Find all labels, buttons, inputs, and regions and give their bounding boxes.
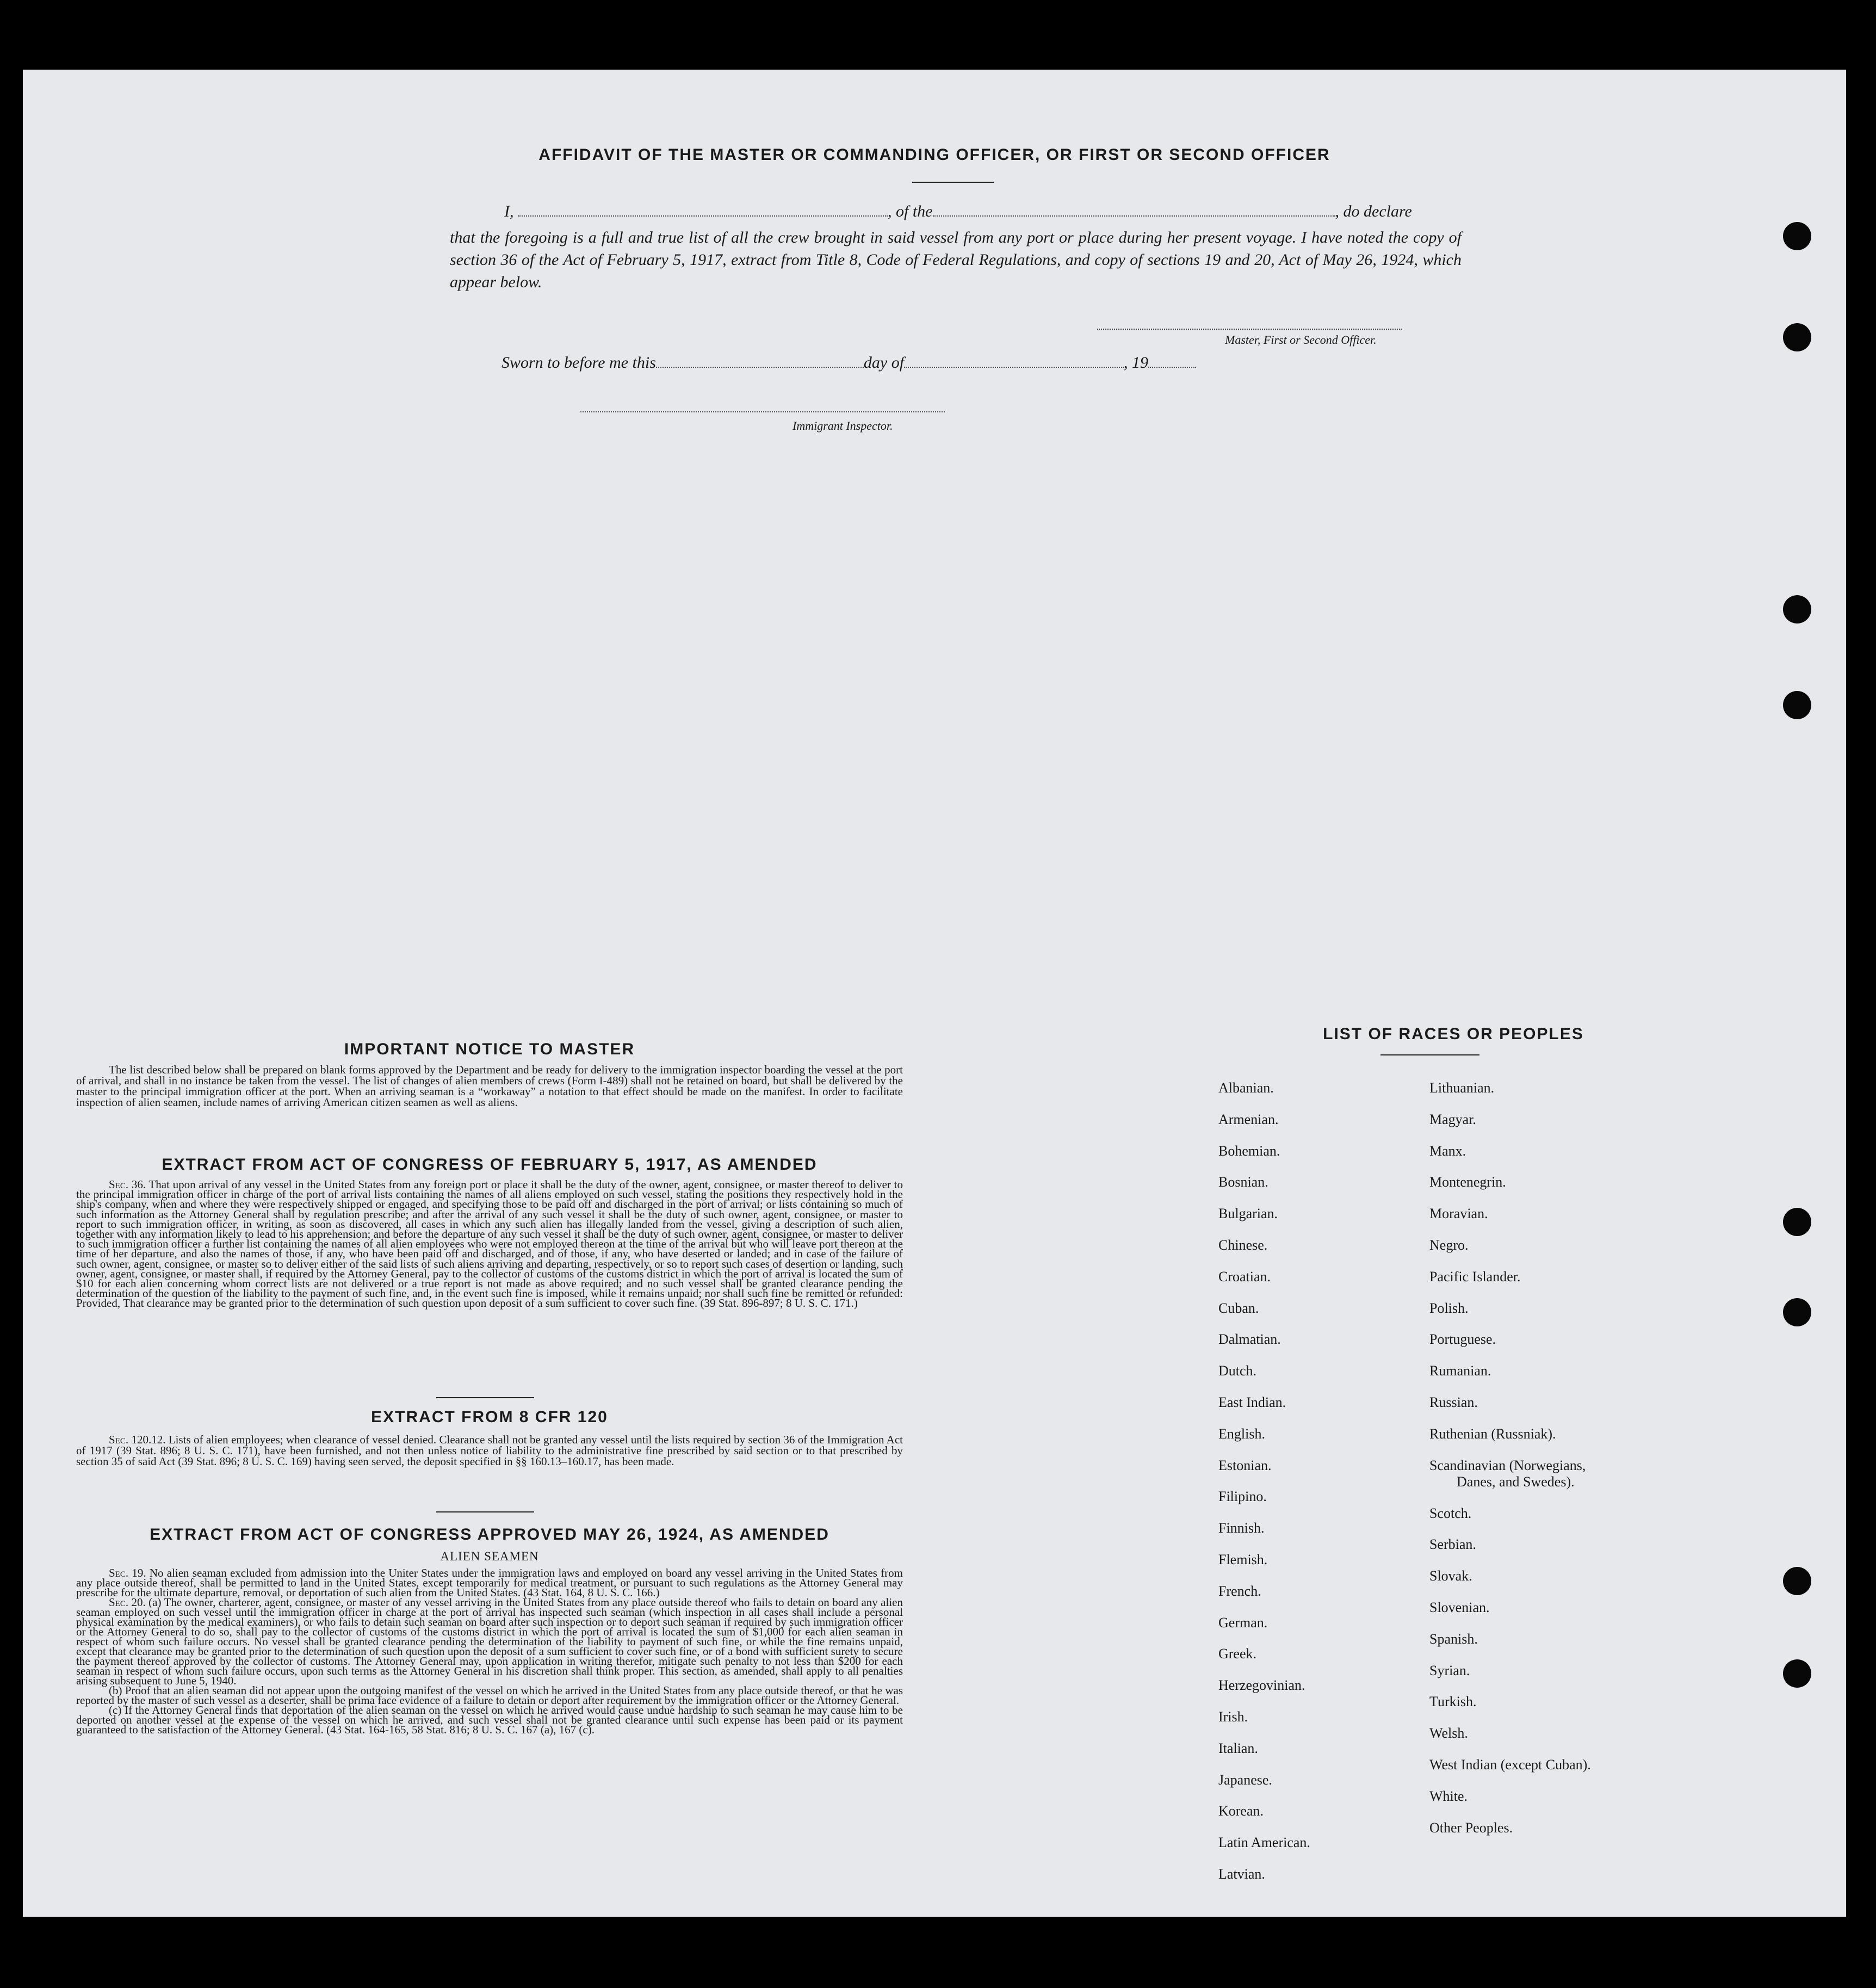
race-item: Scotch.	[1429, 1505, 1472, 1521]
name-blank	[518, 202, 888, 217]
race-item-line: Danes, and Swedes).	[1457, 1473, 1575, 1490]
affidavit-declaration-line	[504, 202, 1412, 221]
race-item: Russian.	[1429, 1394, 1478, 1410]
race-item-line: Scandinavian (Norwegians,	[1429, 1457, 1586, 1473]
section-19-body: No alien seaman excluded from admission into the Uniter States under the immigration laws and employed on board any vessel arriving in the United States from any place outside thereof, shall be permitted to land in the United States, except temporarily for medical treatment, or pursuant to such regulations as the Attorney General may prescribe for the ultimate departure, removal, or deportation of such alien from the United States. (43 Stat. 164, 8 U. S. C. 166.)	[76, 1566, 903, 1599]
race-item: Slovak.	[1429, 1568, 1472, 1584]
document-page	[23, 70, 1846, 1917]
race-item: Cuban.	[1218, 1300, 1259, 1316]
affidavit-body: that the foregoing is a full and true list of all the crew brought in said vessel from any port or place during her present voyage. I have noted the copy of section 36 of the Act of February 5, 1917, extract from Title 8, Code of Federal Regulations, and copy of sections 19 and 20, Act of May 26, 1924, which appear below.	[450, 229, 1462, 291]
race-item: Flemish.	[1218, 1551, 1268, 1567]
race-item: Latvian.	[1218, 1866, 1265, 1882]
race-item: East Indian.	[1218, 1394, 1286, 1410]
race-item: Magyar.	[1429, 1111, 1476, 1127]
extract-1917-text	[76, 1180, 903, 1308]
section-20-body: (a) The owner, charterer, agent, consignee, or master of any vessel arriving in the United States from any place outside thereof who fails to detain on board any alien seaman employed on such vessel until the immigration officer in charge at the port of arrival has inspected such seaman (which inspection in all cases shall include a personal physical examination by the medical examiners), or who fails to detain such seaman on board after such inspection or to deport such seaman if required by such immigration officer or the Attorney General to do so, shall pay to the collector of customs of the customs district in which the port of arrival is located the sum of $1,000 for each alien seaman in respect of whom such failure occurs. No vessel shall be granted clearance pending the determination of the liability to payment of such fine, or while the fine remains unpaid, except that clearance may be granted prior to the determination of such question upon the deposit of a sum sufficient to cover such fine, or of a bond with sufficient surety to secure the payment thereof approved by the collector of customs. The Attorney General may, upon application in writing therefor, mitigate such penalty to not less than $200 for each seaman in respect of whom such failure occurs, upon such terms as the Attorney General in his discretion shall think proper. This section, as amended, shall apply to all penalties arising subsequent to June 5, 1940.	[76, 1596, 903, 1687]
affidavit-of-the-label: , of the	[888, 202, 933, 220]
race-item: Pacific Islander.	[1429, 1268, 1521, 1285]
master-signature-line	[1097, 329, 1402, 330]
race-item: Moravian.	[1429, 1206, 1488, 1222]
section-20-label: Sec. 20.	[109, 1596, 146, 1609]
section-36-body: That upon arrival of any vessel in the United States from any foreign port or place it shall be the duty of the owner, agent, consignee, or master thereof to deliver to the principal immigration officer in charge of the port of arrival lists containing the names of all aliens employed on such vessel, stating the positions they respectively hold in the ship's company, when and where they were respectively shipped or engaged, and specifying those to be paid off and discharged in the port of arrival; or lists containing so much of such information as the Attorney General shall by regulation prescribe; and after the arrival of any such vessel it shall be the duty of such owner, agent, consignee, or master to report to such immigration officer, in writing, as soon as discovered, all cases in which any such alien has illegally landed from the vessel, giving a description of such alien, together with any information likely to lead to his apprehension; and before the departure of any such vessel it shall be the duty of such owner, agent, consignee, or master to deliver to such immigration officer a further list containing the names of all alien employees who were not employed thereon at the time of the arrival but who will leave port thereon at the time of her departure, and also the names of those, if any, who have been paid off and discharged, and of those, if any, who have deserted or landed; and in case of the failure of such owner, agent, consignee, or master so to deliver either of the said lists of such aliens arriving and departing, respectively, or so to report such cases of desertion or landing, such owner, agent, consignee, or master shall, if required by the Attorney General, pay to the collector of customs of the customs district in which the port of arrival is located the sum of $10 for each alien concerning whom correct lists are not delivered or a true report is not made as above required; and no such vessel shall be granted clearance pending the determination of the question of the liability to the payment of such fine, and, in the event such fine is imposed, while it remains unpaid; nor shall such fine be remitted or refunded: Provided, That clearance may be granted prior to the determination of such question upon deposit of a sum sufficient to cover such fine. (39 Stat. 896-897; 8 U. S. C. 171.)	[76, 1178, 903, 1310]
punch-hole	[1783, 222, 1811, 250]
race-item: Other Peoples.	[1429, 1819, 1513, 1836]
section-19-paragraph	[76, 1568, 903, 1597]
master-caption: Master, First or Second Officer.	[1225, 333, 1377, 347]
race-item: Korean.	[1218, 1803, 1264, 1819]
vessel-blank	[933, 202, 1335, 217]
race-item: Polish.	[1429, 1300, 1469, 1316]
notice-title: IMPORTANT NOTICE TO MASTER	[344, 1040, 635, 1058]
race-item: Latin American.	[1218, 1835, 1310, 1851]
section-20b-paragraph: (b) Proof that an alien seaman did not appear upon the outgoing manifest of the vessel on which he arrived in the United States from any place outside thereof, or that he was reported by the master of such vessel as a deserter, shall be prima face evidence of a failure to detain or deport after requirement by the immigration officer or the Attorney General.	[76, 1684, 903, 1707]
punch-hole	[1783, 1567, 1811, 1595]
section-120-label: Sec. 120.12.	[109, 1433, 166, 1446]
race-item: Estonian.	[1218, 1457, 1272, 1473]
extract-1917-title: EXTRACT FROM ACT OF CONGRESS OF FEBRUARY 5, 1917, AS AMENDED	[162, 1156, 818, 1174]
alien-seamen-subtitle: ALIEN SEAMEN	[440, 1549, 539, 1563]
inspector-caption: Immigrant Inspector.	[792, 419, 893, 433]
races-divider	[1380, 1054, 1479, 1055]
race-item: Slovenian.	[1429, 1599, 1490, 1615]
section-36-label: Sec. 36.	[109, 1178, 146, 1191]
race-item: Dalmatian.	[1218, 1331, 1281, 1348]
extract-1924-title: EXTRACT FROM ACT OF CONGRESS APPROVED MAY 26, 1924, AS AMENDED	[150, 1526, 829, 1544]
punch-hole	[1783, 1298, 1811, 1326]
race-item: Albanian.	[1218, 1080, 1274, 1096]
races-right-column	[1429, 1072, 1591, 1843]
race-item: Chinese.	[1218, 1237, 1268, 1253]
race-item: French.	[1218, 1583, 1261, 1599]
race-item-scandinavian	[1429, 1450, 1591, 1498]
sworn-line	[501, 354, 1196, 372]
race-item: Serbian.	[1429, 1536, 1476, 1553]
punch-hole	[1783, 1659, 1811, 1688]
cfr-text	[76, 1434, 903, 1467]
race-item: German.	[1218, 1614, 1268, 1631]
race-item: Japanese.	[1218, 1771, 1272, 1788]
races-left-column	[1218, 1072, 1310, 1890]
race-item: Manx.	[1429, 1143, 1466, 1159]
race-item: Syrian.	[1429, 1662, 1470, 1678]
inspector-signature-line	[580, 411, 945, 412]
race-item: Italian.	[1218, 1740, 1258, 1756]
extract-1924-text	[76, 1568, 903, 1734]
year-blank	[1148, 354, 1196, 368]
title-divider	[912, 182, 994, 183]
race-item: Ruthenian (Russniak).	[1429, 1425, 1556, 1442]
year-label: , 19	[1124, 354, 1149, 372]
race-item: Dutch.	[1218, 1363, 1257, 1379]
race-item: Montenegrin.	[1429, 1174, 1506, 1190]
notice-body: The list described below shall be prepared on blank forms approved by the Department and be ready for delivery to the immigration inspector boarding the vessel at the port of arrival, and shall in no instance be taken from the vessel. The list of changes of alien members of crews (Form I-489) shall not be retained on board, but shall be delivered by the master to the principal immigration officer at the port. When an arriving seaman is a “workaway” a notation to that effect should be made on the manifest. In order to facilitate inspection of alien seamen, include names of arriving American citizen seamen as well as aliens.	[76, 1063, 903, 1109]
race-item: Welsh.	[1429, 1725, 1468, 1742]
races-title: LIST OF RACES OR PEOPLES	[1323, 1025, 1584, 1043]
race-item: Greek.	[1218, 1646, 1257, 1662]
race-item: White.	[1429, 1788, 1468, 1804]
section-20-paragraph	[76, 1597, 903, 1686]
affidavit-declare-label: , do declare	[1335, 202, 1412, 220]
race-item: Bohemian.	[1218, 1143, 1280, 1159]
sworn-month-blank	[904, 354, 1124, 368]
race-item: Herzegovinian.	[1218, 1677, 1305, 1694]
punch-hole	[1783, 323, 1811, 351]
section-20c-paragraph: (c) If the Attorney General finds that deportation of the alien seaman on the vessel on which he arrived would cause undue hardship to such seaman he may cause him to be deported on another vessel at the expense of the vessel on which he arrived, and such vessel shall not be granted clearance until such expense has been paid or its payment guaranteed to the satisfaction of the Attorney General. (43 Stat. 164-165, 58 Stat. 816; 8 U. S. C. 167 (a), 167 (c).	[76, 1703, 903, 1736]
race-item: Irish.	[1218, 1708, 1248, 1725]
race-item: West Indian (except Cuban).	[1429, 1756, 1591, 1773]
race-item: Bulgarian.	[1218, 1206, 1278, 1222]
race-item: Lithuanian.	[1429, 1080, 1495, 1096]
affidavit-title: AFFIDAVIT OF THE MASTER OR COMMANDING OFFICER, OR FIRST OR SECOND OFFICER	[538, 146, 1330, 164]
race-item: Portuguese.	[1429, 1331, 1496, 1348]
punch-hole	[1783, 1208, 1811, 1236]
cfr-title: EXTRACT FROM 8 CFR 120	[371, 1408, 608, 1426]
punch-hole	[1783, 691, 1811, 719]
day-of-label: day of	[863, 354, 905, 372]
race-item: Finnish.	[1218, 1520, 1265, 1536]
section-19-label: Sec. 19.	[109, 1566, 146, 1579]
punch-hole	[1783, 595, 1811, 623]
affidavit-i-label: I,	[504, 202, 514, 220]
race-item: Turkish.	[1429, 1694, 1477, 1710]
sworn-label: Sworn to before me this	[501, 354, 656, 372]
race-item: Croatian.	[1218, 1268, 1271, 1285]
section-120-body: Lists of alien employees; when clearance of vessel denied. Clearance shall not be granted any vessel until the lists required by section 36 of the Immigration Act of 1917 (39 Stat. 896; 8 U. S. C. 171), have been furnished, and not then unless notice of liability to the administrative fine prescribed by said section or to that prescribed by section 35 of said Act (39 Stat. 896; 8 U. S. C. 169) having seen served, the deposit specified in §§ 160.13–160.17, has been made.	[76, 1433, 903, 1468]
race-item: Bosnian.	[1218, 1174, 1268, 1190]
race-item: Filipino.	[1218, 1489, 1267, 1505]
race-item: Negro.	[1429, 1237, 1469, 1253]
section-divider	[436, 1511, 534, 1512]
section-divider	[436, 1397, 534, 1398]
race-item: Rumanian.	[1429, 1363, 1491, 1379]
sworn-day-blank	[656, 354, 864, 368]
race-item: Spanish.	[1429, 1631, 1478, 1647]
race-item: Armenian.	[1218, 1111, 1279, 1127]
race-item: English.	[1218, 1425, 1265, 1442]
